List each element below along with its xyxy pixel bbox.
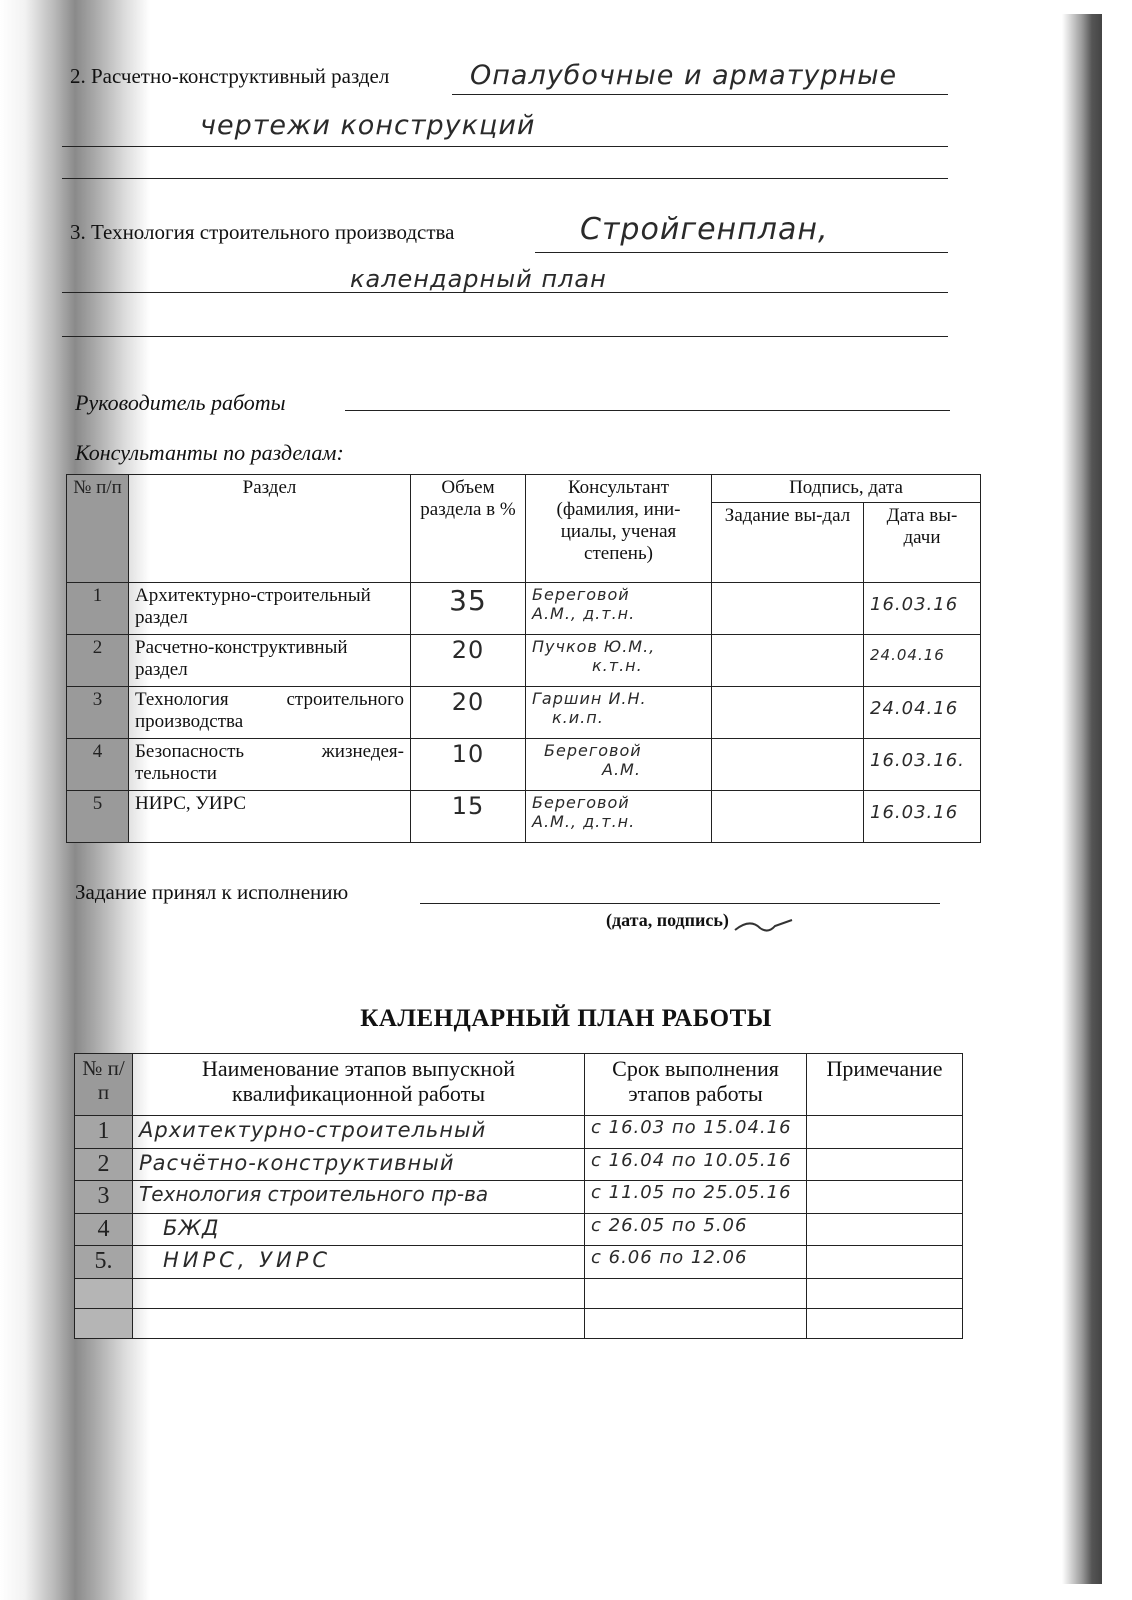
underline	[452, 94, 948, 95]
table-row	[67, 583, 981, 635]
plan-row-num: 5.	[75, 1246, 133, 1279]
plan-header-note: Примечание	[807, 1054, 963, 1116]
plan-header-num: № п/п	[75, 1054, 133, 1116]
plan-row-num	[75, 1308, 133, 1338]
plan-row-note	[807, 1213, 963, 1246]
header-issued: Задание вы-дал	[712, 503, 864, 583]
header-num: № п/п	[67, 475, 129, 583]
plan-row-note	[807, 1246, 963, 1279]
plan-row-stage: Расчётно-конструктивный	[133, 1148, 585, 1181]
row-num: 3	[67, 687, 129, 739]
plan-row-stage: НИРС, УИРС	[133, 1246, 585, 1279]
table-row	[75, 1148, 963, 1181]
row-section: НИРС, УИРС	[129, 791, 411, 843]
consultant-name: Пучков Ю.М.,	[532, 637, 656, 656]
consultant-degree: А.М.	[602, 760, 641, 780]
signature-mark	[730, 908, 800, 938]
table-row	[75, 1116, 963, 1149]
plan-row-term: с 16.03 по 15.04.16	[585, 1116, 807, 1149]
row-date: 24.04.16	[864, 635, 981, 687]
plan-row-stage: Технология строительного пр-ва	[133, 1181, 585, 1214]
plan-row-note	[807, 1116, 963, 1149]
consultant-degree: А.М., д.т.н.	[532, 604, 636, 624]
table-row	[67, 635, 981, 687]
row-volume: 20	[411, 687, 526, 739]
table-row	[67, 739, 981, 791]
row-issued	[712, 635, 864, 687]
plan-row-note	[807, 1181, 963, 1214]
consultants-table	[66, 474, 981, 843]
scan-shadow-right	[1062, 14, 1102, 1584]
header-consultant: Консультант (фамилия, ини-циалы, ученая степень)	[526, 475, 712, 583]
table-row	[75, 1246, 963, 1279]
consultant-degree: к.и.п.	[552, 708, 604, 728]
row-consultant	[526, 739, 712, 791]
row-issued	[712, 791, 864, 843]
row-consultant	[526, 635, 712, 687]
calc-section-label: 2. Расчетно-конструктивный раздел	[70, 64, 390, 88]
row-consultant	[526, 583, 712, 635]
plan-row-stage	[133, 1278, 585, 1308]
row-num: 5	[67, 791, 129, 843]
header-sign-date: Подпись, дата	[712, 475, 981, 503]
table-row	[67, 791, 981, 843]
row-date: 16.03.16	[864, 583, 981, 635]
row-num: 1	[67, 583, 129, 635]
plan-table	[74, 1053, 963, 1339]
consultant-name: Береговой	[532, 793, 630, 812]
row-section: Технология строительного производства	[129, 687, 411, 739]
row-date: 16.03.16.	[864, 739, 981, 791]
calc-section-value-1: Опалубочные и арматурные	[470, 60, 898, 91]
supervisor-label: Руководитель работы	[75, 390, 286, 415]
accepted-caption: (дата, подпись)	[606, 910, 729, 930]
consultant-degree: А.М., д.т.н.	[532, 812, 636, 832]
underline	[535, 252, 948, 253]
row-consultant	[526, 791, 712, 843]
consultant-name: Береговой	[532, 585, 630, 604]
plan-row-num: 2	[75, 1148, 133, 1181]
row-section: Архитектурно-строительный раздел	[129, 583, 411, 635]
header-volume: Объем раздела в %	[411, 475, 526, 583]
plan-row-term	[585, 1278, 807, 1308]
plan-row-num	[75, 1278, 133, 1308]
row-volume: 35	[411, 583, 526, 635]
plan-title: КАЛЕНДАРНЫЙ ПЛАН РАБОТЫ	[360, 1005, 772, 1032]
plan-row-stage	[133, 1308, 585, 1338]
consultant-degree: к.т.н.	[592, 656, 643, 676]
row-issued	[712, 583, 864, 635]
row-num: 2	[67, 635, 129, 687]
underline	[62, 146, 948, 147]
row-issued	[712, 687, 864, 739]
calc-section-value-2: чертежи конструкций	[200, 110, 536, 141]
table-row	[75, 1308, 963, 1338]
plan-row-stage: Архитектурно-строительный	[133, 1116, 585, 1149]
row-issued	[712, 739, 864, 791]
table-row	[75, 1213, 963, 1246]
plan-row-num: 3	[75, 1181, 133, 1214]
plan-row-term: с 26.05 по 5.06	[585, 1213, 807, 1246]
row-date: 24.04.16	[864, 687, 981, 739]
accepted-label: Задание принял к исполнению	[75, 880, 349, 904]
plan-row-term	[585, 1308, 807, 1338]
row-volume: 10	[411, 739, 526, 791]
consultant-name: Береговой	[544, 741, 642, 760]
header-issue-date: Дата вы-дачи	[864, 503, 981, 583]
table-row	[75, 1278, 963, 1308]
row-num: 4	[67, 739, 129, 791]
plan-row-term: с 11.05 по 25.05.16	[585, 1181, 807, 1214]
plan-row-note	[807, 1278, 963, 1308]
tech-section-label: 3. Технология строительного производства	[70, 220, 455, 244]
table-row	[67, 687, 981, 739]
row-date: 16.03.16	[864, 791, 981, 843]
row-consultant	[526, 687, 712, 739]
header-section: Раздел	[129, 475, 411, 583]
signature-line	[345, 410, 950, 411]
table-row	[75, 1181, 963, 1214]
plan-row-term: с 6.06 по 12.06	[585, 1246, 807, 1279]
plan-row-num: 4	[75, 1213, 133, 1246]
row-volume: 20	[411, 635, 526, 687]
plan-header-term: Срок выполнения этапов работы	[585, 1054, 807, 1116]
signature-line	[420, 903, 940, 904]
row-volume: 15	[411, 791, 526, 843]
plan-row-note	[807, 1308, 963, 1338]
plan-row-num: 1	[75, 1116, 133, 1149]
consultant-name: Гаршин И.Н.	[532, 689, 647, 708]
plan-row-note	[807, 1148, 963, 1181]
underline	[62, 178, 948, 179]
tech-section-value-1: Стройгенплан,	[580, 212, 829, 247]
plan-header-stage: Наименование этапов выпускной квалификационной работы	[133, 1054, 585, 1116]
plan-row-term: с 16.04 по 10.05.16	[585, 1148, 807, 1181]
plan-row-stage: БЖД	[133, 1213, 585, 1246]
row-section: Безопасность жизнедея-тельности	[129, 739, 411, 791]
tech-section-value-2: календарный план	[350, 265, 607, 293]
underline	[62, 336, 948, 337]
consultants-label: Консультанты по разделам:	[75, 440, 344, 465]
row-section: Расчетно-конструктивный раздел	[129, 635, 411, 687]
